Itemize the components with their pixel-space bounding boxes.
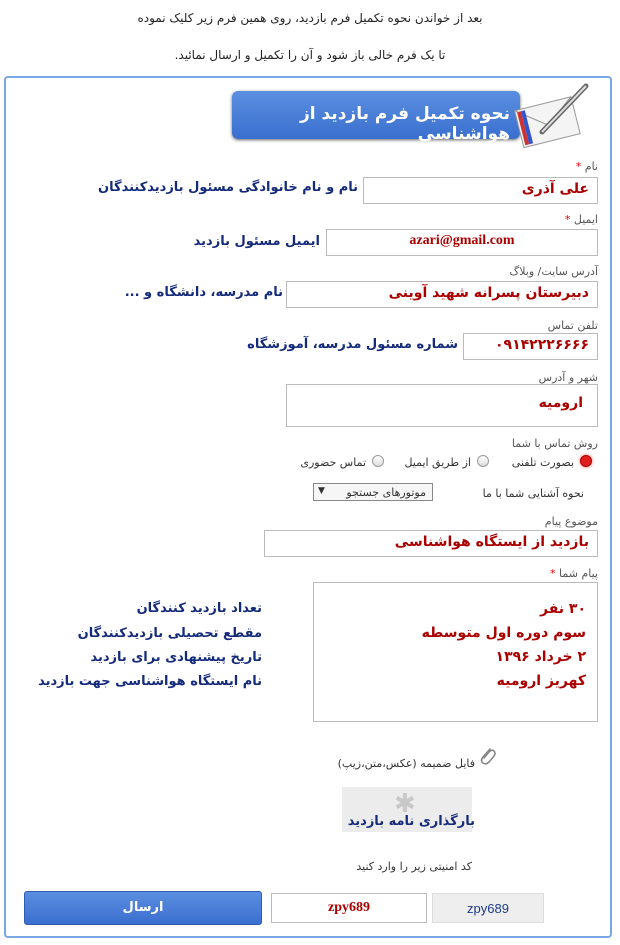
- message-label: پیام شما *: [550, 567, 598, 580]
- message-hint: تاریخ پیشنهادی برای بازدید: [90, 650, 262, 665]
- website-label: آدرس سایت/ وبلاگ: [509, 265, 598, 278]
- message-line: ۳۰ نفر: [539, 601, 586, 617]
- captcha-label: کد امنیتی زیر را وارد کنید: [356, 860, 472, 873]
- phone-input[interactable]: ۰۹۱۴۲۲۲۶۶۶۶: [463, 333, 598, 360]
- paperclip-icon: [477, 745, 497, 771]
- subject-label: موضوع پیام: [544, 515, 598, 528]
- submit-label: ارسال: [122, 900, 164, 915]
- upload-label: بارگذاری نامه بازدید: [347, 814, 475, 829]
- email-input[interactable]: azari@gmail.com: [326, 229, 598, 256]
- name-hint: نام و نام خانوادگی مسئول بازدیدکنندگان: [98, 180, 358, 195]
- acquaintance-label: نحوه آشنایی شما با ما: [482, 487, 584, 500]
- captcha-code: zpy689: [432, 893, 544, 923]
- phone-hint: شماره مسئول مدرسه، آموزشگاه: [247, 337, 458, 352]
- subject-input[interactable]: بازدید از ایستگاه هواشناسی: [264, 530, 598, 557]
- intro-line-2: تا یک فرم خالی باز شود و آن را تکمیل و ارسال نمائید.: [174, 48, 446, 62]
- message-hint: تعداد بازدید کنندگان: [136, 601, 262, 616]
- banner-title: نحوه تکمیل فرم بازدید از هواشناسی: [299, 104, 510, 144]
- email-label: ایمیل *: [564, 213, 598, 226]
- city-textarea[interactable]: ارومیه: [286, 384, 598, 427]
- radio-email[interactable]: [477, 455, 489, 467]
- contact-method-label: روش تماس با شما: [511, 437, 598, 450]
- radio-email-label: از طریق ایمیل: [404, 456, 471, 469]
- envelope-pen-icon: [512, 80, 592, 150]
- radio-in-person-label: تماس حضوری: [300, 456, 366, 469]
- radio-phone-label: بصورت تلفنی: [511, 456, 574, 469]
- submit-button[interactable]: [24, 891, 262, 925]
- chevron-down-icon: ▼: [318, 486, 325, 496]
- phone-label: تلفن تماس: [547, 319, 598, 332]
- radio-phone[interactable]: [580, 455, 592, 467]
- website-input[interactable]: دبیرستان پسرانه شهید آوینی: [286, 281, 598, 308]
- city-label: شهر و آدرس: [538, 371, 598, 384]
- name-input[interactable]: علی آذری: [363, 177, 598, 204]
- email-hint: ایمیل مسئول بازدید: [193, 234, 320, 249]
- radio-in-person[interactable]: [372, 455, 384, 467]
- message-hint: مقطع تحصیلی بازدیدکنندگان: [77, 626, 262, 641]
- message-hint: نام ایستگاه هواشناسی جهت بازدید: [38, 674, 262, 689]
- captcha-input[interactable]: zpy689: [271, 893, 427, 923]
- name-label: نام *: [575, 160, 598, 173]
- message-line: ۲ خرداد ۱۳۹۶: [495, 649, 586, 665]
- message-line: سوم دوره اول متوسطه: [421, 625, 586, 641]
- website-hint: نام مدرسه، دانشگاه و ...: [124, 285, 283, 300]
- message-line: کهریز ارومیه: [496, 673, 586, 689]
- form-frame: [4, 76, 612, 938]
- form-banner: [232, 91, 520, 144]
- acquaintance-select[interactable]: [313, 483, 433, 501]
- acquaintance-selected: موتورهای جستجو: [346, 486, 426, 499]
- intro-line-1: بعد از خواندن نحوه تکمیل فرم بازدید، روی همین فرم زیر کلیک نموده: [137, 11, 483, 25]
- attachment-label: فایل ضمیمه (عکس،متن،زیپ): [337, 757, 475, 770]
- puzzle-icon: ✱: [394, 789, 416, 819]
